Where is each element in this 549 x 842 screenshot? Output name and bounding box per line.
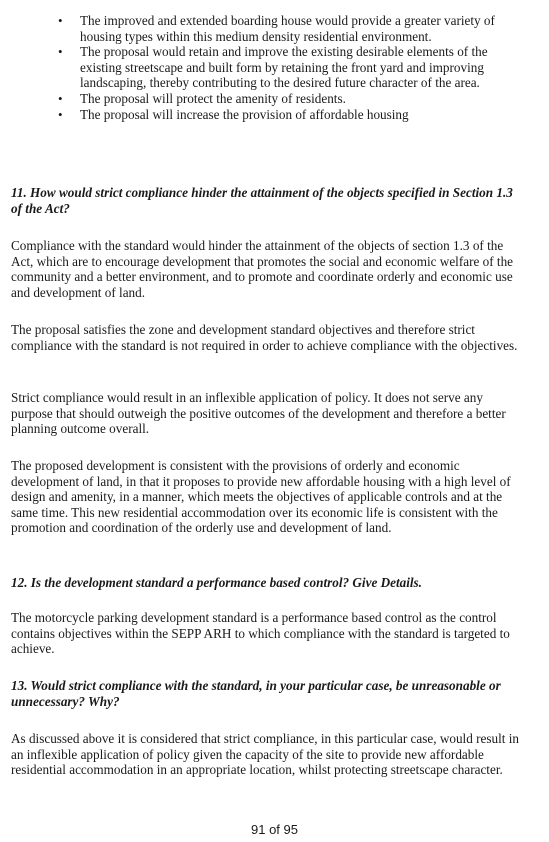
bullet-icon: •	[58, 106, 63, 122]
bullet-item	[58, 44, 528, 91]
paragraph-inflexible-policy: Strict compliance would result in an inflexible application of policy. It does not serve any purpose that should outweigh the positive outcomes of the development and therefore a better planning outcome overall.	[11, 390, 506, 437]
bullet-icon: •	[58, 90, 63, 106]
paragraph-orderly-development: The proposed development is consistent with the provisions of orderly and economic development of land, in that it proposes to provide new affordable housing with a high level of design and amenity, in a manner, which meets the objectives of applicable controls and at the same time. This new residential accommodation over its economic life is consistent with the promotion and coordination of the orderly use and development of land.	[11, 458, 511, 536]
question-12-heading: 12. Is the development standard a performance based control? Give Details.	[11, 575, 422, 590]
question-11-heading: 11. How would strict compliance hinder the attainment of the objects specified in Section 1.3 of the Act?	[11, 185, 513, 216]
question-13-heading: 13. Would strict compliance with the standard, in your particular case, be unreasonable or unnecessary? Why?	[11, 678, 501, 709]
bullet-text: The improved and extended boarding house would provide a greater variety of housing types within this medium density residential environment.	[80, 13, 495, 44]
benefits-bullet-list	[58, 13, 528, 122]
paragraph-compliance-objects: Compliance with the standard would hinder the attainment of the objects of section 1.3 of the Act, which are to encourage development that promotes the social and economic welfare of the community and a better environment, and to promote and coordinate orderly and economic use and development of land.	[11, 238, 514, 300]
paragraph-zone-objectives: The proposal satisfies the zone and development standard objectives and therefore strict compliance with the standard is not required in order to achieve compliance with the objectives.	[11, 322, 518, 353]
bullet-icon: •	[58, 44, 63, 60]
page-number: 91 of 95	[251, 822, 298, 837]
bullet-item	[58, 91, 528, 107]
paragraph-unreasonable-compliance: As discussed above it is considered that strict compliance, in this particular case, would result in an inflexible application of policy given the capacity of the site to provide new affordable residential accommodation in an appropriate location, whilst protecting streetscape character.	[11, 731, 519, 778]
paragraph-performance-control: The motorcycle parking development standard is a performance based control as the control contains objectives within the SEPP ARH to which compliance with the standard is targeted to achieve.	[11, 610, 510, 657]
bullet-item	[58, 13, 528, 44]
bullet-item	[58, 107, 528, 123]
bullet-text: The proposal will protect the amenity of residents.	[80, 90, 346, 106]
bullet-icon: •	[58, 13, 63, 28]
bullet-text: The proposal will increase the provision of affordable housing	[80, 106, 409, 122]
bullet-text: The proposal would retain and improve the existing desirable elements of the existing streetscape and built form by retaining the front yard and improving landscaping, thereby contributing to the desired future character of the area.	[80, 44, 488, 91]
